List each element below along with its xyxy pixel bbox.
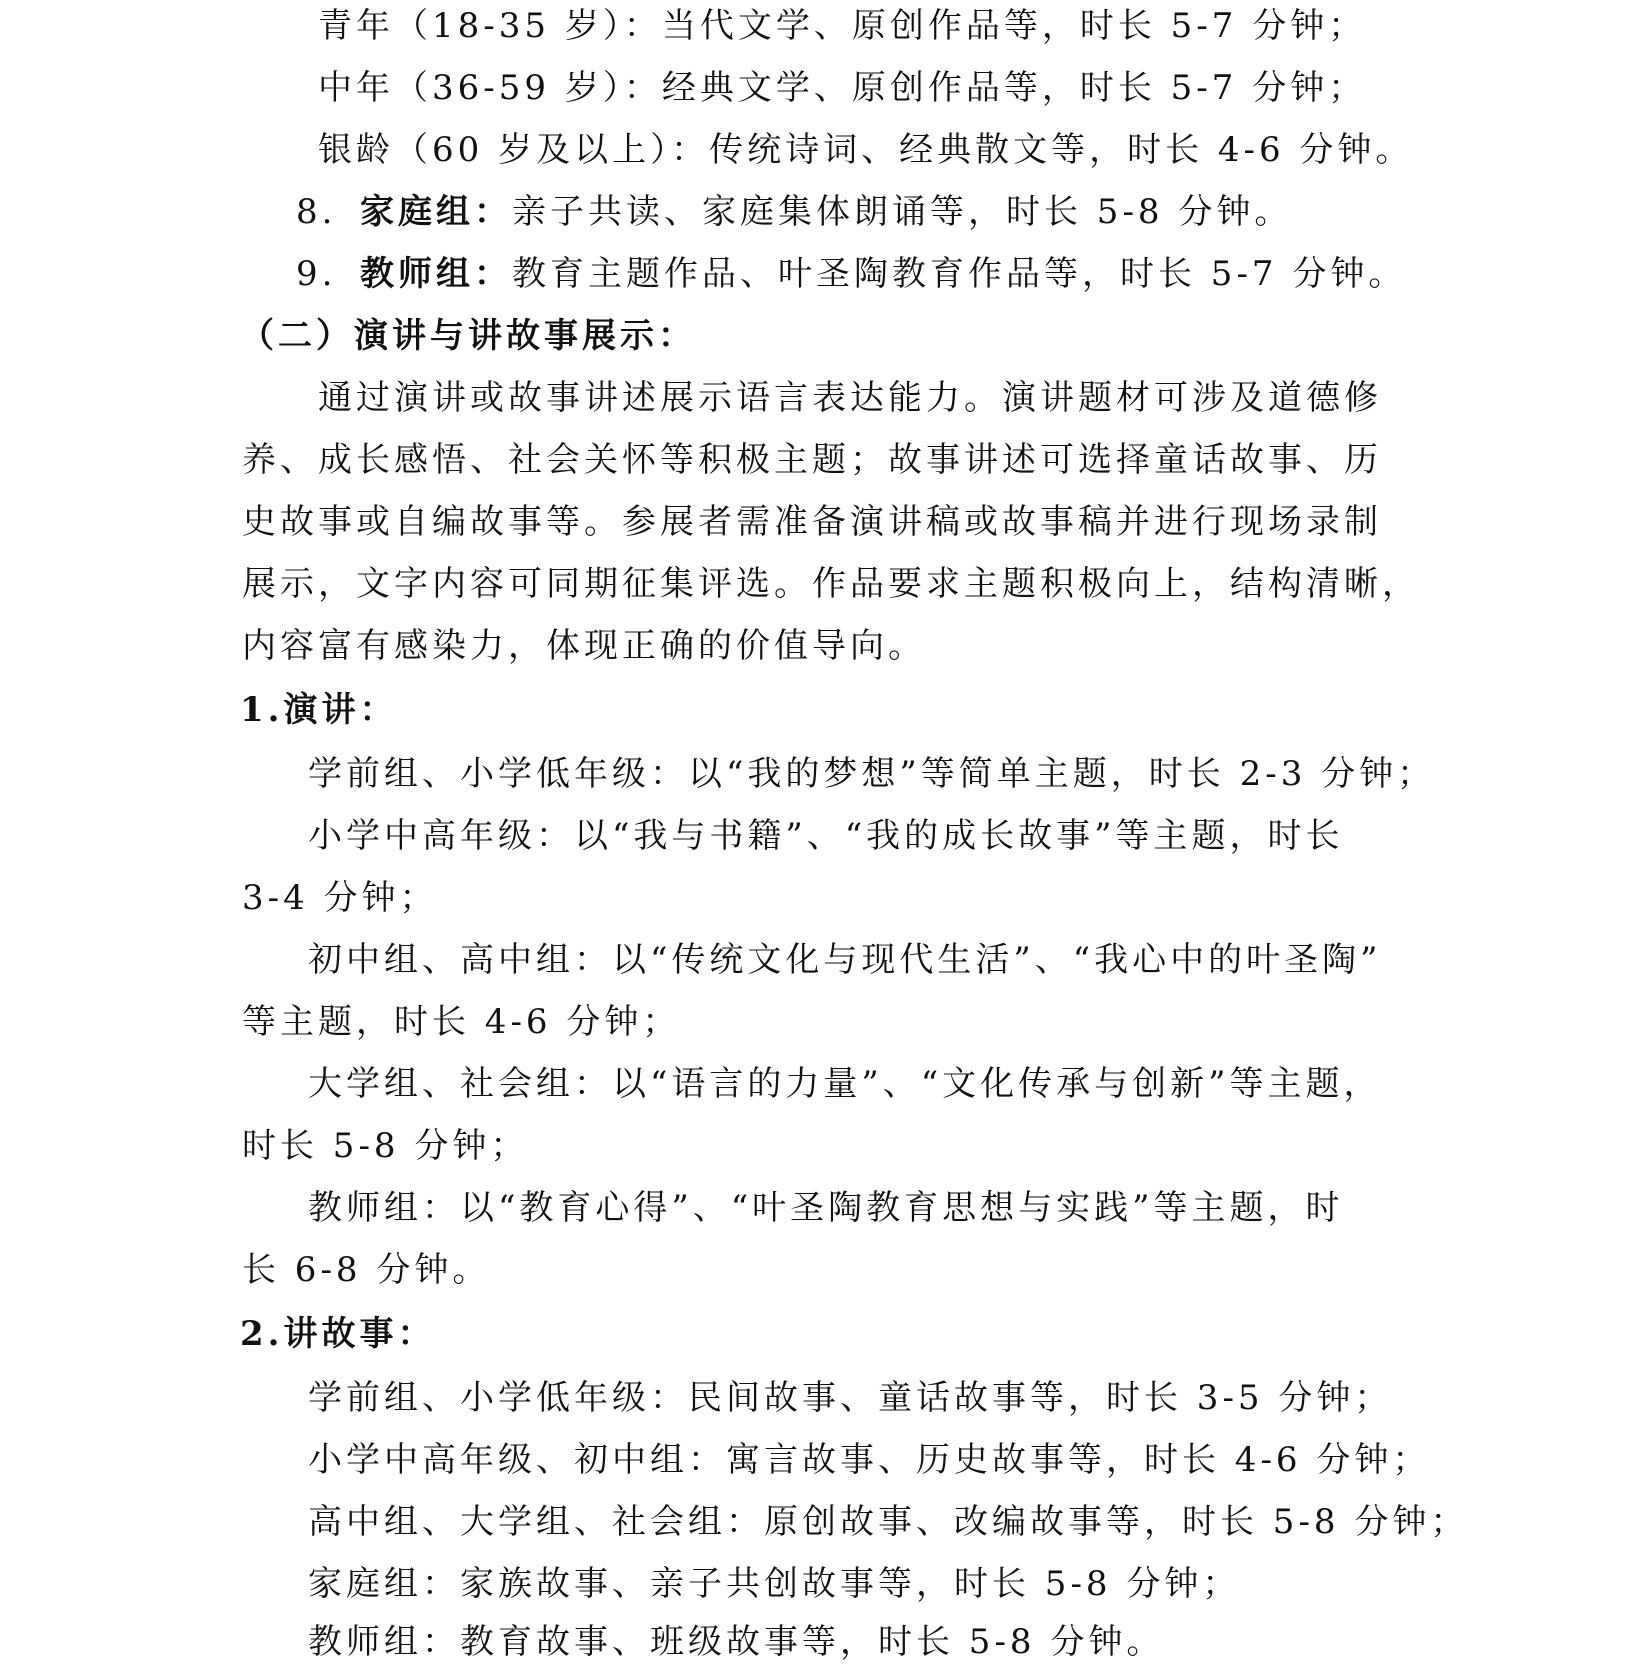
item-text: 亲子共读、家庭集体朗诵等，时长 5-8 分钟。 xyxy=(512,192,1293,232)
speech-line: 教师组：以“教育心得”、“叶圣陶教育思想与实践”等主题，时 xyxy=(308,1188,1344,1228)
item-title: 教师组： xyxy=(360,254,512,294)
story-heading: 2.讲故事： xyxy=(240,1314,436,1354)
age-group-youth: 青年（18-35 岁）：当代文学、原创作品等，时长 5-7 分钟； xyxy=(318,6,1367,46)
item-title: 家庭组： xyxy=(360,192,512,232)
item-family-group xyxy=(296,190,1292,234)
speech-heading: 1.演讲： xyxy=(240,690,398,730)
story-line: 小学中高年级、初中组：寓言故事、历史故事等，时长 4-6 分钟； xyxy=(308,1440,1431,1480)
story-line: 教师组：教育故事、班级故事等，时长 5-8 分钟。 xyxy=(308,1622,1165,1662)
item-number: 9. xyxy=(296,254,337,294)
story-line: 学前组、小学低年级：民间故事、童话故事等，时长 3-5 分钟； xyxy=(308,1378,1393,1418)
item-teacher-group xyxy=(296,252,1406,296)
speech-line: 学前组、小学低年级：以“我的梦想”等简单主题，时长 2-3 分钟； xyxy=(308,754,1436,794)
speech-line: 初中组、高中组：以“传统文化与现代生活”、“我心中的叶圣陶” xyxy=(308,940,1382,980)
intro-line: 通过演讲或故事讲述展示语言表达能力。演讲题材可涉及道德修 xyxy=(318,378,1382,418)
speech-line: 大学组、社会组：以“语言的力量”、“文化传承与创新”等主题， xyxy=(308,1064,1382,1104)
speech-line: 小学中高年级：以“我与书籍”、“我的成长故事”等主题，时长 xyxy=(308,816,1344,856)
story-line: 家庭组：家族故事、亲子共创故事等，时长 5-8 分钟； xyxy=(308,1564,1241,1604)
intro-line: 展示，文字内容可同期征集评选。作品要求主题积极向上，结构清晰， xyxy=(242,564,1420,604)
intro-line: 内容富有感染力，体现正确的价值导向。 xyxy=(242,626,926,666)
intro-line: 史故事或自编故事等。参展者需准备演讲稿或故事稿并进行现场录制 xyxy=(242,502,1382,542)
age-group-middle: 中年（36-59 岁）：经典文学、原创作品等，时长 5-7 分钟； xyxy=(318,68,1367,108)
speech-line: 长 6-8 分钟。 xyxy=(242,1250,491,1290)
speech-line: 时长 5-8 分钟； xyxy=(242,1126,529,1166)
section-heading: （二）演讲与讲故事展示： xyxy=(240,316,696,356)
story-line: 高中组、大学组、社会组：原创故事、改编故事等，时长 5-8 分钟； xyxy=(308,1502,1469,1542)
speech-line: 3-4 分钟； xyxy=(242,878,438,918)
item-number: 8. xyxy=(296,192,337,232)
age-group-senior: 银龄（60 岁及以上）：传统诗词、经典散文等，时长 4-6 分钟。 xyxy=(318,130,1414,170)
speech-line: 等主题，时长 4-6 分钟； xyxy=(242,1002,681,1042)
intro-line: 养、成长感悟、社会关怀等积极主题；故事讲述可选择童话故事、历 xyxy=(242,440,1382,480)
item-text: 教育主题作品、叶圣陶教育作品等，时长 5-7 分钟。 xyxy=(512,254,1407,294)
